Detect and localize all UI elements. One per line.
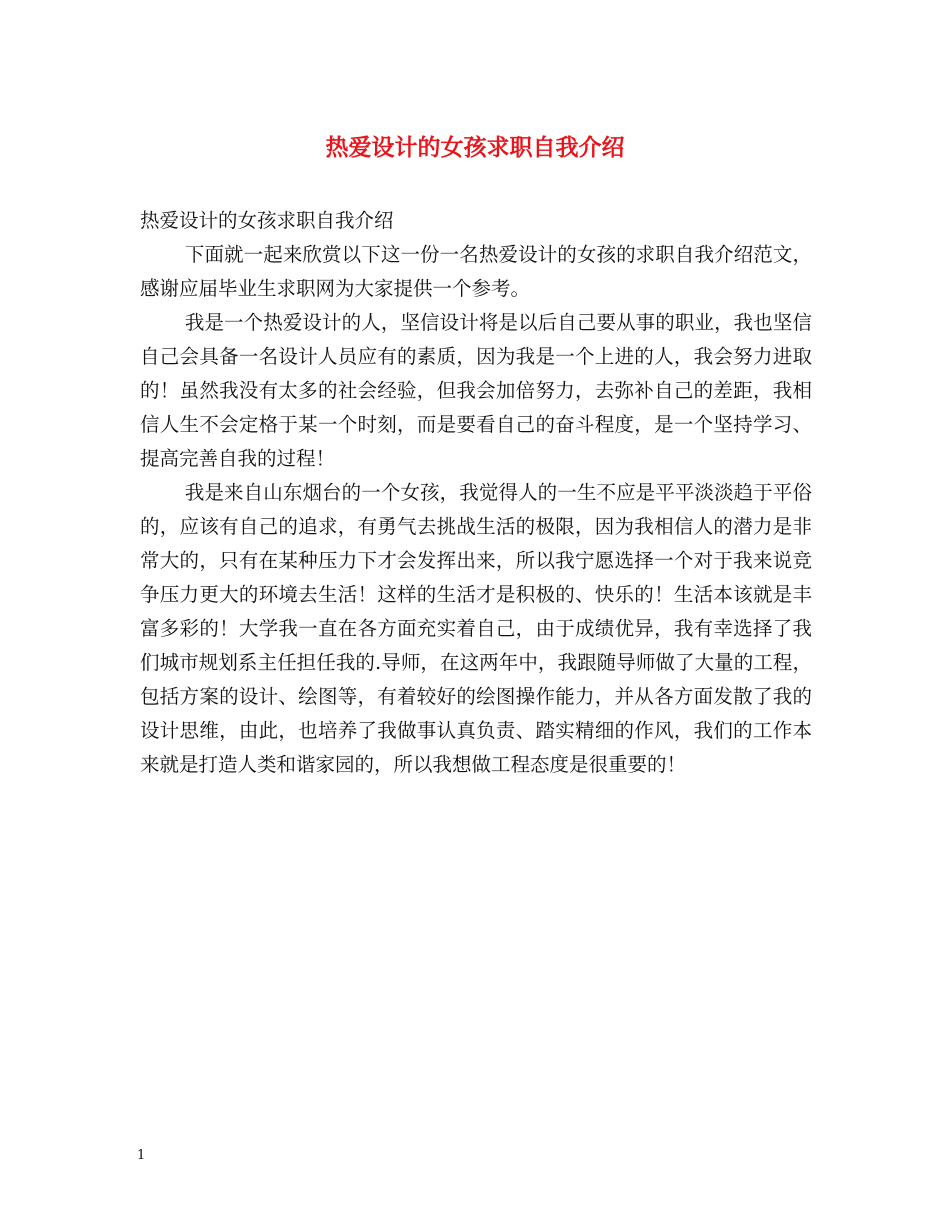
document-title: 热爱设计的女孩求职自我介绍 (325, 134, 625, 161)
paragraph-background: 我是来自山东烟台的一个女孩，我觉得人的一生不应是平平淡淡趋于平俗的，应该有自己的追求，有勇气去挑战生活的极限，因为我相信人的潜力是非常大的，只有在某种压力下才会发挥出来，所以我宁愿选择一个对于我来说竞争压力更大的环境去生活！这样的生活才是积极的、快乐的！生活本该就是丰富多彩的！大学我一直在各方面充实着自己，由于成绩优异，我有幸选择了我们城市规划系主任担任我的.导师，在这两年中，我跟随导师做了大量的工程，包括方案的设计、绘图等，有着较好的绘图操作能力，并从各方面发散了我的设计思维，由此，也培养了我做事认真负责、踏实精细的作风，我们的工作本来就是打造人类和谐家园的，所以我想做工程态度是很重要的！ (140, 481, 812, 776)
document-body (140, 204, 812, 782)
paragraph-intro: 下面就一起来欣赏以下这一份一名热爱设计的女孩的求职自我介绍范文，感谢应届毕业生求职网为大家提供一个参考。 (140, 243, 812, 300)
document-subtitle: 热爱设计的女孩求职自我介绍 (140, 209, 394, 232)
paragraph-design-passion: 我是一个热爱设计的人，坚信设计将是以后自己要从事的职业，我也坚信自己会具备一名设计人员应有的素质，因为我是一个上进的人，我会努力进取的！虽然我没有太多的社会经验，但我会加倍努力，去弥补自己的差距，我相信人生不会定格于某一个时刻，而是要看自己的奋斗程度，是一个坚持学习、提高完善自我的过程！ (140, 311, 812, 470)
page-number: 1 (137, 1148, 146, 1163)
